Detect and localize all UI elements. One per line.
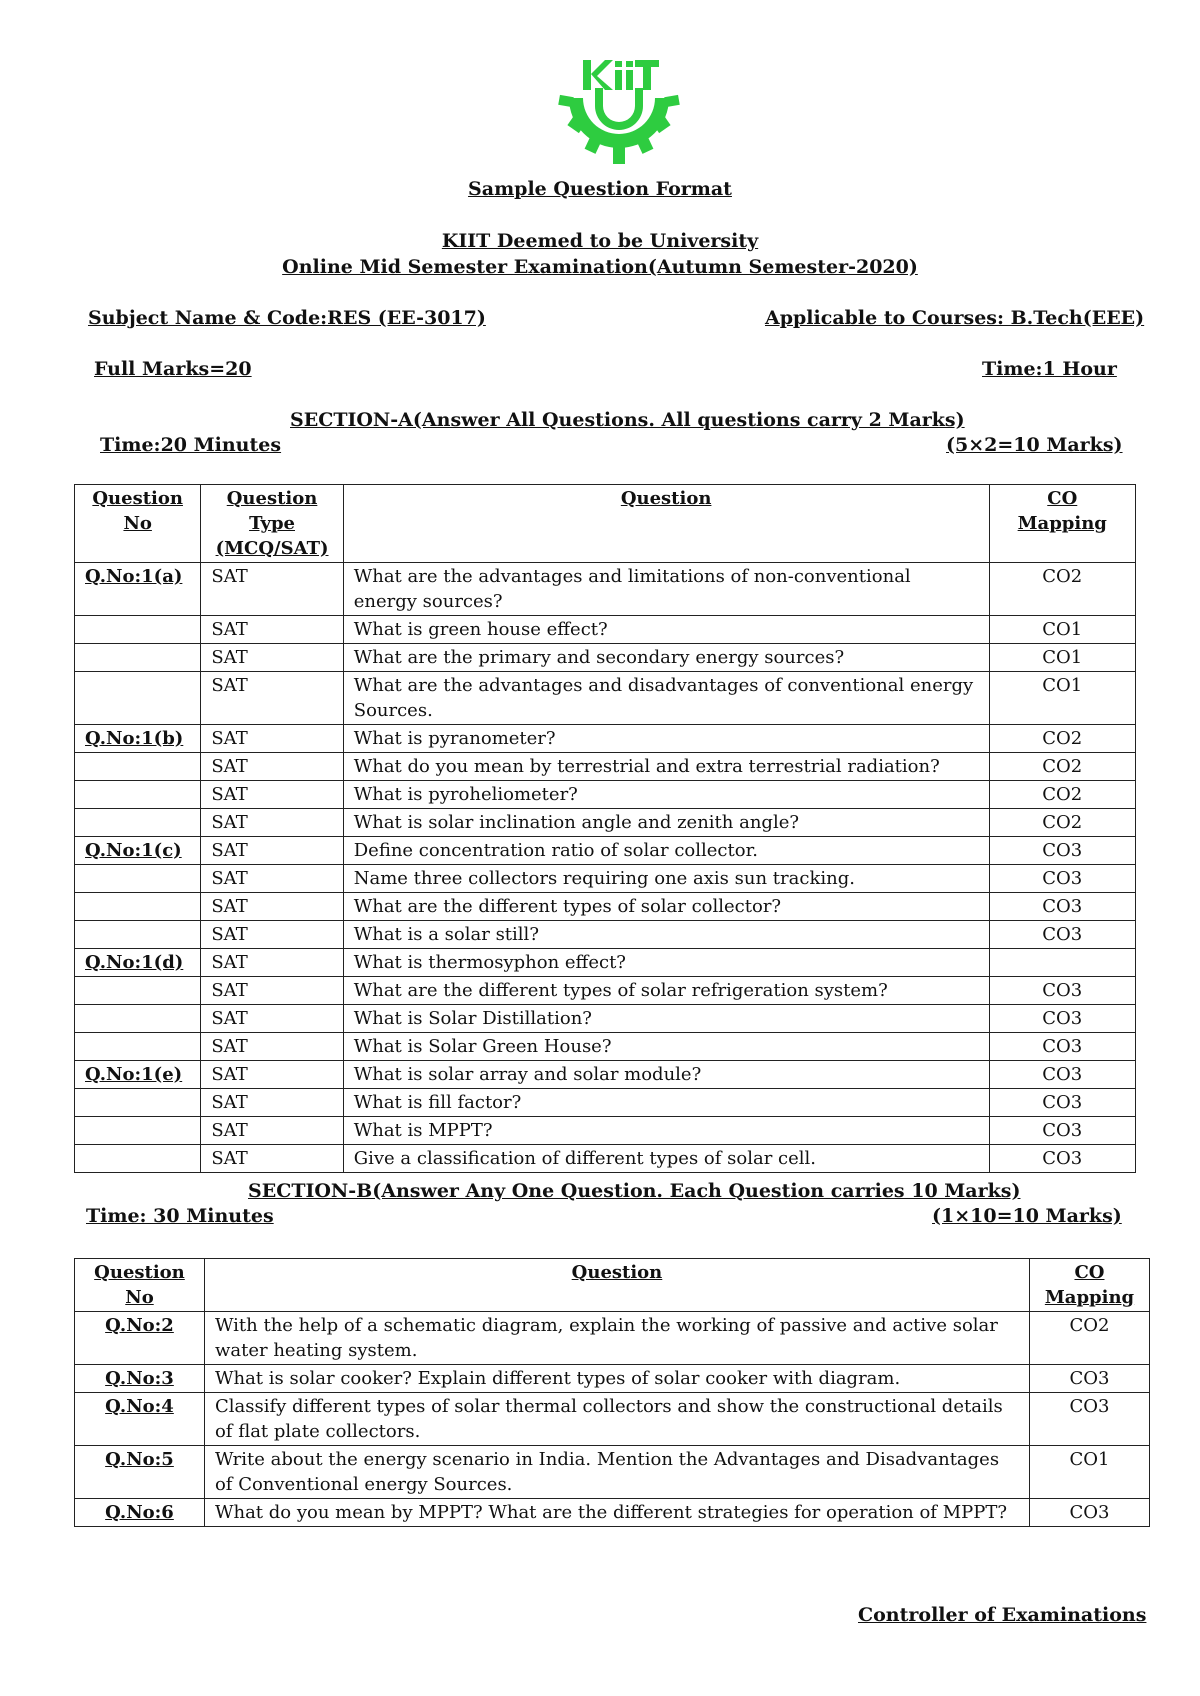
co-mapping: CO2 [989,563,1135,616]
table-row [75,949,1136,977]
question-text: What are the primary and secondary energy sources? [343,644,989,672]
table-row [75,809,1136,837]
co-mapping: CO3 [989,865,1135,893]
question-type: SAT [201,1089,343,1117]
question-text: What is MPPT? [343,1117,989,1145]
question-text: What is fill factor? [343,1089,989,1117]
question-text: What is pyroheliometer? [343,781,989,809]
co-mapping: CO3 [989,837,1135,865]
question-number: Q.No:2 [75,1312,205,1365]
subject-name-code: Subject Name & Code:RES (EE-3017) [88,307,486,329]
question-number [75,672,201,725]
section-b-time: Time: 30 Minutes [86,1205,274,1227]
question-number [75,809,201,837]
question-type: SAT [201,949,343,977]
table-row [75,781,1136,809]
header-question-type: Question Type (MCQ/SAT) [201,485,343,563]
table-row [75,1033,1136,1061]
question-number: Q.No:3 [75,1365,205,1393]
header-co-mapping: CO Mapping [989,485,1135,563]
total-time: Time:1 Hour [982,358,1117,380]
question-type: SAT [201,1033,343,1061]
question-text: What is solar cooker? Explain different types of solar cooker with diagram. [204,1365,1029,1393]
section-a-time: Time:20 Minutes [100,434,282,456]
question-text: What are the different types of solar refrigeration system? [343,977,989,1005]
question-text: What do you mean by MPPT? What are the different strategies for operation of MPPT? [204,1499,1029,1527]
question-type: SAT [201,616,343,644]
question-type: SAT [201,1005,343,1033]
question-number: Q.No:1(a) [75,563,201,616]
question-number: Q.No:1(d) [75,949,201,977]
question-text: What are the advantages and disadvantages of conventional energy Sources. [343,672,989,725]
question-type: SAT [201,781,343,809]
question-number: Q.No:1(c) [75,837,201,865]
table-row [75,616,1136,644]
table-row [75,1393,1150,1446]
question-text: What are the advantages and limitations of non-conventional energy sources? [343,563,989,616]
co-mapping: CO1 [989,672,1135,725]
co-mapping: CO2 [989,753,1135,781]
co-mapping: CO2 [989,781,1135,809]
question-text: Define concentration ratio of solar collector. [343,837,989,865]
question-text: What are the different types of solar collector? [343,893,989,921]
table-row [75,563,1136,616]
table-row [75,1499,1150,1527]
question-text: What is solar inclination angle and zenith angle? [343,809,989,837]
question-type: SAT [201,1061,343,1089]
question-number [75,616,201,644]
co-mapping: CO2 [989,809,1135,837]
table-row [75,893,1136,921]
question-number [75,753,201,781]
question-text: What is thermosyphon effect? [343,949,989,977]
table-row [75,672,1136,725]
co-mapping: CO3 [1030,1499,1150,1527]
section-b-title: SECTION-B(Answer Any One Question. Each Question carries 10 Marks) [248,1180,1021,1202]
question-type: SAT [201,725,343,753]
question-text: What is pyranometer? [343,725,989,753]
co-mapping: CO3 [989,1145,1135,1173]
co-mapping: CO2 [1030,1312,1150,1365]
header-question-no: Question No [75,485,201,563]
section-a-marks: (5×2=10 Marks) [946,434,1123,456]
question-text: What is green house effect? [343,616,989,644]
table-row [75,725,1136,753]
section-b-marks: (1×10=10 Marks) [932,1205,1122,1227]
kiit-logo [555,58,683,168]
question-type: SAT [201,1117,343,1145]
full-marks: Full Marks=20 [94,358,252,380]
question-text: With the help of a schematic diagram, explain the working of passive and active solar water heating system. [204,1312,1029,1365]
section-b-table [74,1258,1150,1527]
table-row [75,1312,1150,1365]
question-number [75,781,201,809]
question-type: SAT [201,1145,343,1173]
question-text: What is Solar Green House? [343,1033,989,1061]
question-type: SAT [201,921,343,949]
question-type: SAT [201,865,343,893]
table-row [75,1061,1136,1089]
co-mapping: CO3 [989,977,1135,1005]
co-mapping: CO3 [989,921,1135,949]
header-co-mapping: CO Mapping [1030,1259,1150,1312]
question-number: Q.No:1(b) [75,725,201,753]
table-row [75,1005,1136,1033]
applicable-courses: Applicable to Courses: B.Tech(EEE) [765,307,1145,329]
question-number [75,1005,201,1033]
question-type: SAT [201,809,343,837]
header-question: Question [204,1259,1029,1312]
table-row [75,1446,1150,1499]
co-mapping: CO3 [989,1117,1135,1145]
question-number [75,644,201,672]
question-number [75,977,201,1005]
question-type: SAT [201,753,343,781]
co-mapping: CO3 [989,1033,1135,1061]
co-mapping: CO3 [989,1005,1135,1033]
table-row [75,1145,1136,1173]
section-a-table [74,484,1136,1173]
table-row [75,837,1136,865]
controller-signature: Controller of Examinations [858,1604,1147,1626]
question-number: Q.No:4 [75,1393,205,1446]
question-text: Give a classification of different types of solar cell. [343,1145,989,1173]
question-text: What is a solar still? [343,921,989,949]
question-number [75,1145,201,1173]
co-mapping: CO3 [1030,1365,1150,1393]
co-mapping: CO2 [989,725,1135,753]
co-mapping [989,949,1135,977]
question-type: SAT [201,644,343,672]
section-a-title: SECTION-A(Answer All Questions. All questions carry 2 Marks) [290,409,965,431]
table-row [75,1089,1136,1117]
question-type: SAT [201,837,343,865]
university-name: KIIT Deemed to be University [441,230,759,252]
co-mapping: CO1 [1030,1446,1150,1499]
table-row [75,644,1136,672]
exam-title: Online Mid Semester Examination(Autumn Semester-2020) [282,256,918,278]
co-mapping: CO1 [989,616,1135,644]
table-row [75,1117,1136,1145]
section-b-header-row [75,1259,1150,1312]
table-row [75,753,1136,781]
question-type: SAT [201,977,343,1005]
question-type: SAT [201,563,343,616]
question-text: What is Solar Distillation? [343,1005,989,1033]
question-text: Classify different types of solar thermal collectors and show the constructional details of flat plate collectors. [204,1393,1029,1446]
table-row [75,1365,1150,1393]
question-text: What do you mean by terrestrial and extra terrestrial radiation? [343,753,989,781]
question-number [75,865,201,893]
table-row [75,921,1136,949]
co-mapping: CO3 [989,1061,1135,1089]
question-type: SAT [201,893,343,921]
sample-format-title: Sample Question Format [468,178,732,200]
table-row [75,865,1136,893]
question-number [75,1117,201,1145]
section-a-header-row [75,485,1136,563]
question-number [75,893,201,921]
co-mapping: CO1 [989,644,1135,672]
question-text: What is solar array and solar module? [343,1061,989,1089]
question-number [75,1089,201,1117]
question-number [75,921,201,949]
question-text: Write about the energy scenario in India. Mention the Advantages and Disadvantages of Conventional energy Sources. [204,1446,1029,1499]
table-row [75,977,1136,1005]
co-mapping: CO3 [1030,1393,1150,1446]
question-text: Name three collectors requiring one axis sun tracking. [343,865,989,893]
question-number: Q.No:5 [75,1446,205,1499]
question-type: SAT [201,672,343,725]
question-number [75,1033,201,1061]
header-question-no: Question No [75,1259,205,1312]
co-mapping: CO3 [989,893,1135,921]
header-question: Question [343,485,989,563]
question-number: Q.No:1(e) [75,1061,201,1089]
co-mapping: CO3 [989,1089,1135,1117]
question-number: Q.No:6 [75,1499,205,1527]
